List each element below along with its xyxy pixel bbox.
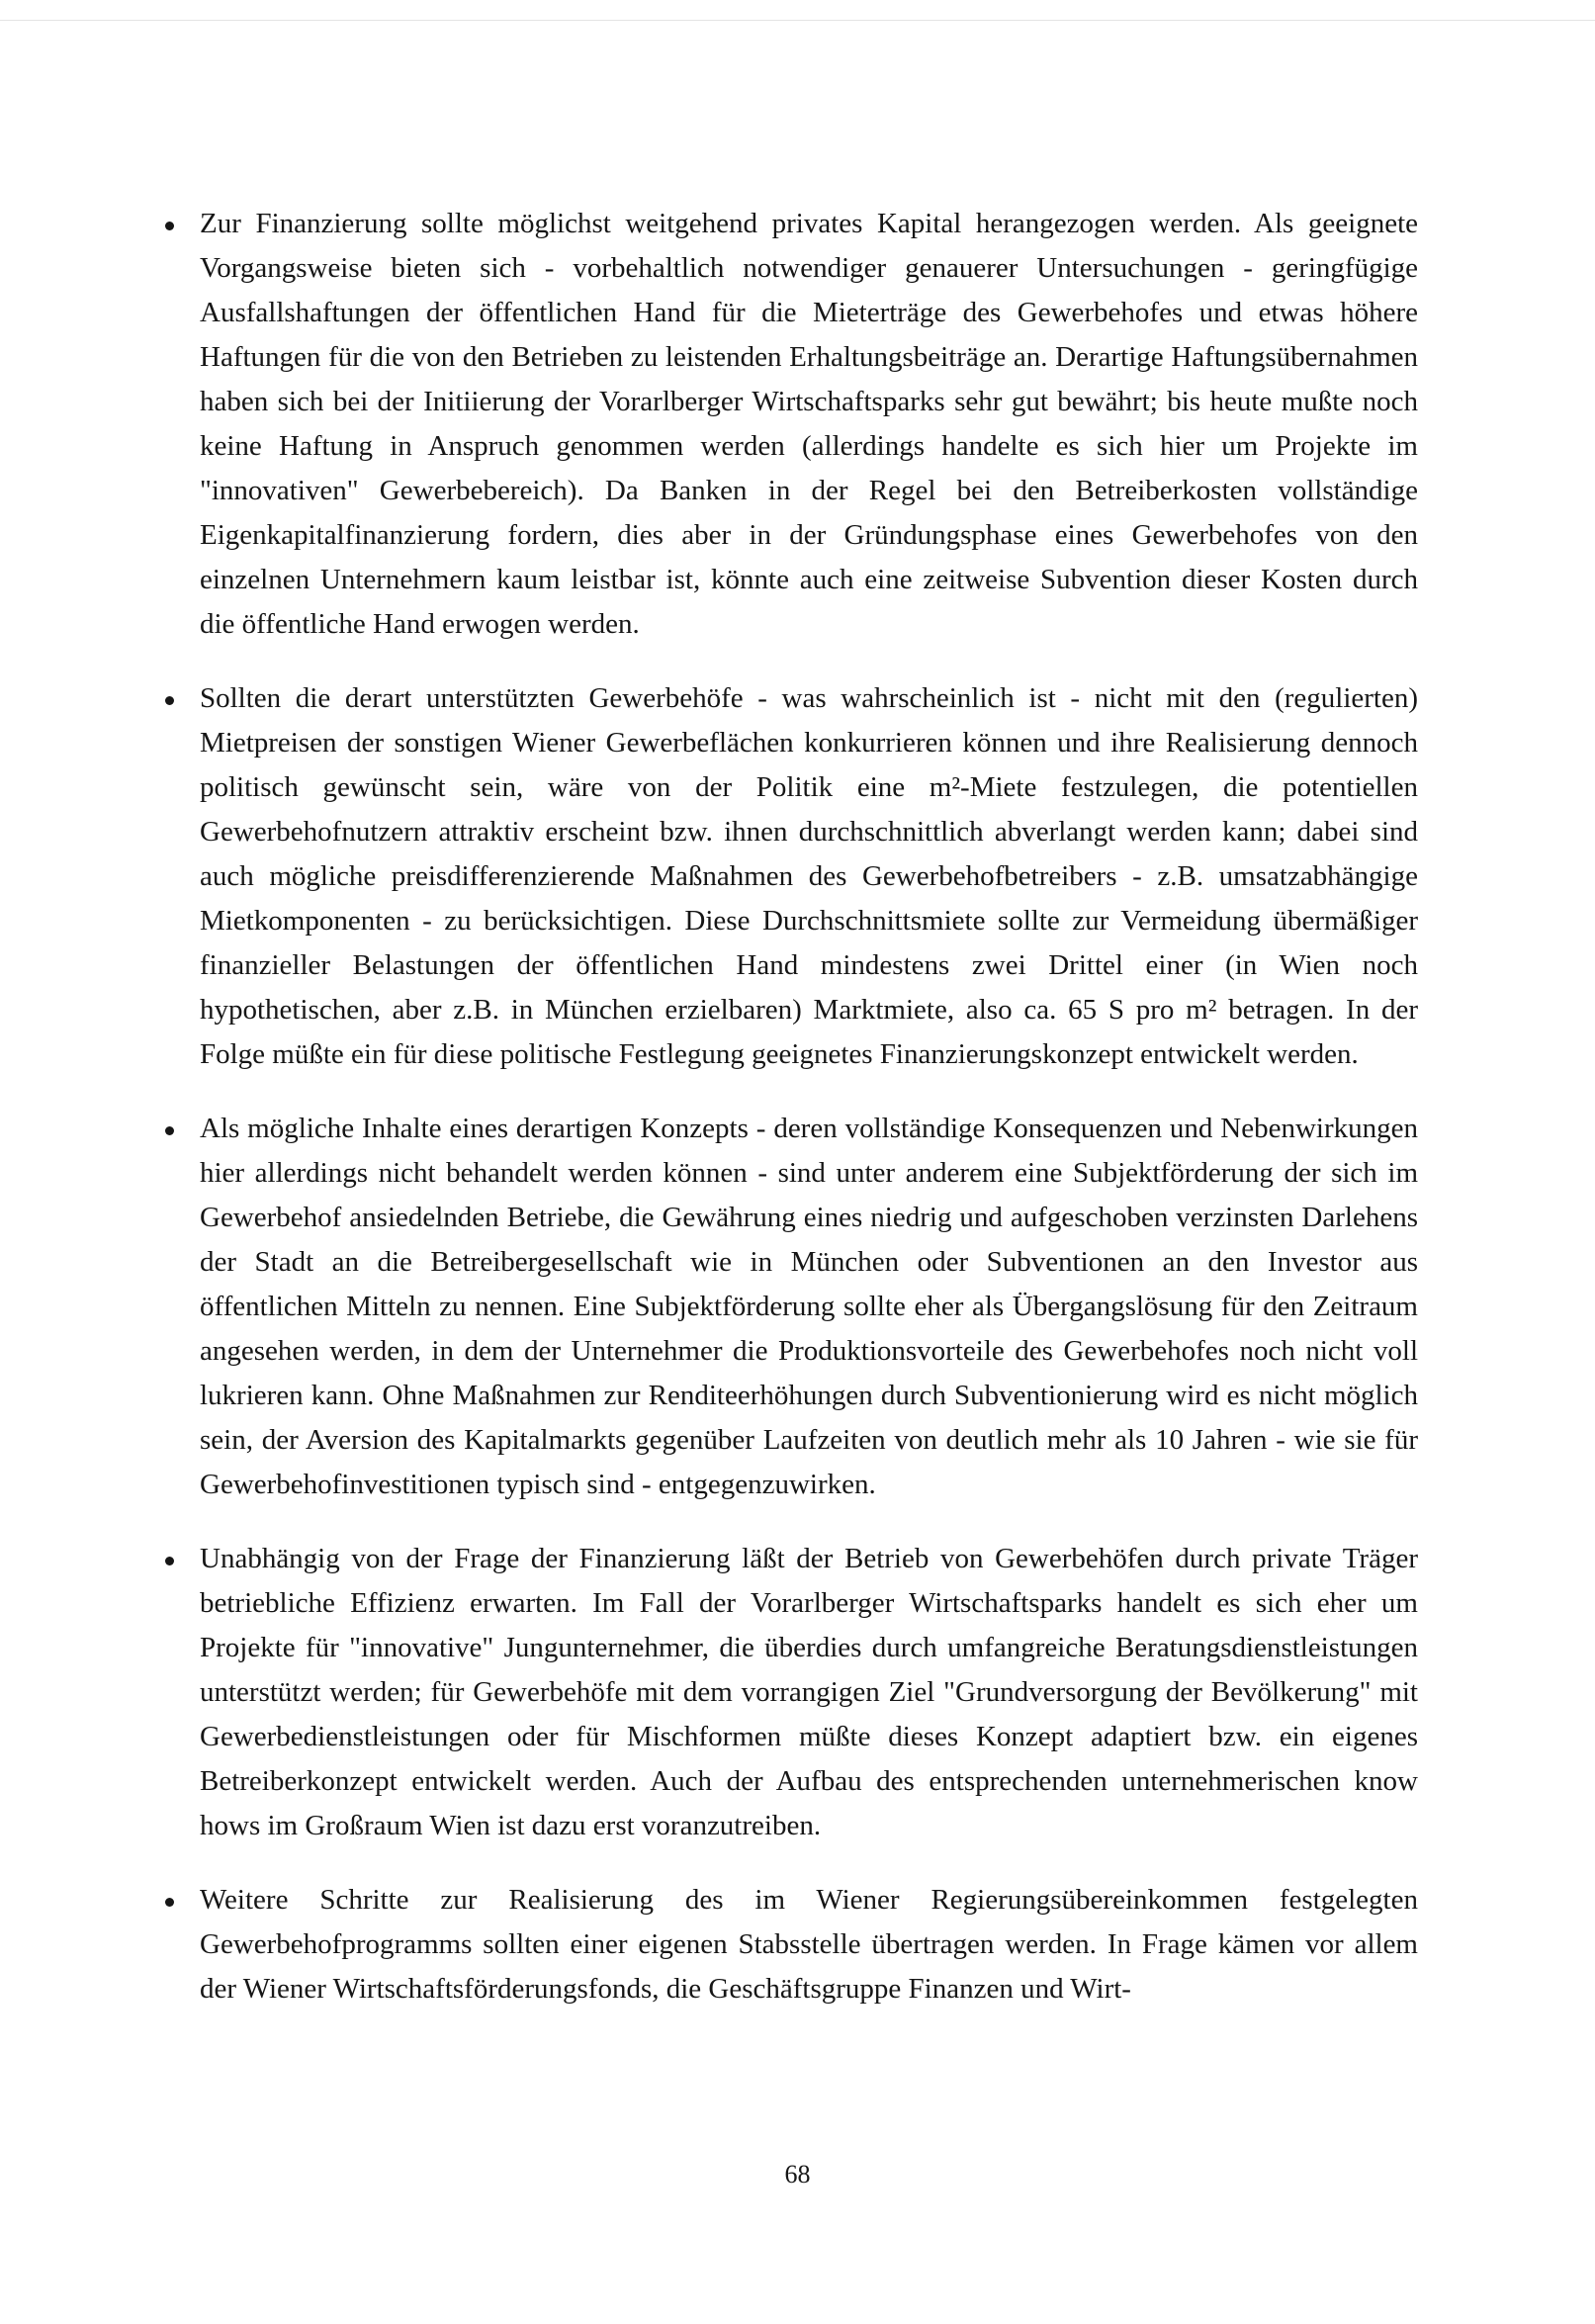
bullet-paragraph-financing	[156, 202, 1418, 647]
paragraph-text: Sollten die derart unterstützten Gewerbehöfe - was wahrscheinlich ist - nicht mit den (regulierten) Mietpreisen der sonstigen Wiener Gewerbeflächen konkurrieren können und ihre Realisierung dennoch politisch gewünscht sein, wäre von der Politik eine m²-Miete festzulegen, die potentiellen Gewerbehofnutzern attraktiv erscheint bzw. ihnen durchschnittlich abverlangt werden kann; dabei sind auch mögliche preisdifferenzierende Maßnahmen des Gewerbehofbetreibers - z.B. umsatzabhängige Mietkomponenten - zu berücksichtigen. Diese Durchschnittsmiete sollte zur Vermeidung übermäßiger finanzieller Belastungen der öffentlichen Hand mindestens zwei Drittel einer (in Wien noch hypothetischen, aber z.B. in München erzielbaren) Marktmiete, also ca. 65 S pro m² betragen. In der Folge müßte ein für diese politische Festlegung geeignetes Finanzierungskonzept entwickelt werden.	[200, 682, 1418, 1070]
bullet-dot-icon	[165, 1126, 174, 1135]
bullet-paragraph-next-steps	[156, 1878, 1418, 2011]
bullet-paragraph-concept	[156, 1107, 1418, 1507]
bullet-dot-icon	[165, 696, 174, 705]
bullet-dot-icon	[165, 222, 174, 230]
paragraph-text: Unabhängig von der Frage der Finanzierung läßt der Betrieb von Gewerbehöfen durch private Träger betriebliche Effizienz erwarten. Im Fall der Vorarlberger Wirtschaftsparks handelt es sich eher um Projekte für "innovative" Jungunternehmer, die überdies durch umfangreiche Beratungsdienstleistungen unterstützt werden; für Gewerbehöfe mit dem vorrangigen Ziel "Grundversorgung der Bevölkerung" mit Gewerbedienstleistungen oder für Mischformen müßte dieses Konzept adaptiert bzw. ein eigenes Betreiberkonzept entwickelt werden. Auch der Aufbau des entsprechenden unternehmerischen know hows im Großraum Wien ist dazu erst voranzutreiben.	[200, 1543, 1418, 1841]
paragraph-text: Als mögliche Inhalte eines derartigen Konzepts - deren vollständige Konsequenzen und Nebenwirkungen hier allerdings nicht behandelt werden können - sind unter anderem eine Subjektförderung der sich im Gewerbehof ansiedelnden Betriebe, die Gewährung eines niedrig und aufgeschoben verzinsten Darlehens der Stadt an die Betreibergesellschaft wie in München oder Subventionen an den Investor aus öffentlichen Mitteln zu nennen. Eine Subjektförderung sollte eher als Übergangslösung für den Zeitraum angesehen werden, in dem der Unternehmer die Produktionsvorteile des Gewerbehofes noch nicht voll lukrieren kann. Ohne Maßnahmen zur Renditeerhöhungen durch Subventionierung wird es nicht möglich sein, der Aversion des Kapitalmarkts gegenüber Laufzeiten von deutlich mehr als 10 Jahren - wie sie für Gewerbehofinvestitionen typisch sind - entgegenzuwirken.	[200, 1113, 1418, 1500]
page-number: 68	[784, 2160, 811, 2189]
scan-edge-line	[0, 20, 1595, 21]
bullet-dot-icon	[165, 1898, 174, 1907]
bullet-paragraph-operation	[156, 1537, 1418, 1848]
bullet-paragraph-rent	[156, 676, 1418, 1077]
bullet-dot-icon	[165, 1557, 174, 1565]
paragraph-text: Zur Finanzierung sollte möglichst weitgehend privates Kapital herangezogen werden. Als geeignete Vorgangsweise bieten sich - vorbehaltlich notwendiger genauerer Untersuchungen - geringfügige Ausfallshaftungen der öffentlichen Hand für die Mieterträge des Gewerbehofes und etwas höhere Haftungen für die von den Betrieben zu leistenden Erhaltungsbeiträge an. Derartige Haftungsübernahmen haben sich bei der Initiierung der Vorarlberger Wirtschaftsparks sehr gut bewährt; bis heute mußte noch keine Haftung in Anspruch genommen werden (allerdings handelte es sich hier um Projekte im "innovativen" Gewerbebereich). Da Banken in der Regel bei den Betreiberkosten vollständige Eigenkapitalfinanzierung fordern, dies aber in der Gründungsphase eines Gewerbehofes von den einzelnen Unternehmern kaum leistbar ist, könnte auch eine zeitweise Subvention dieser Kosten durch die öffentliche Hand erwogen werden.	[200, 208, 1418, 640]
paragraph-text: Weitere Schritte zur Realisierung des im Wiener Regierungsübereinkommen festgelegten Gewerbehofprogramms sollten einer eigenen Stabsstelle übertragen werden. In Frage kämen vor allem der Wiener Wirtschaftsförderungsfonds, die Geschäftsgruppe Finanzen und Wirt-	[200, 1884, 1418, 2005]
document-body	[156, 202, 1418, 2041]
